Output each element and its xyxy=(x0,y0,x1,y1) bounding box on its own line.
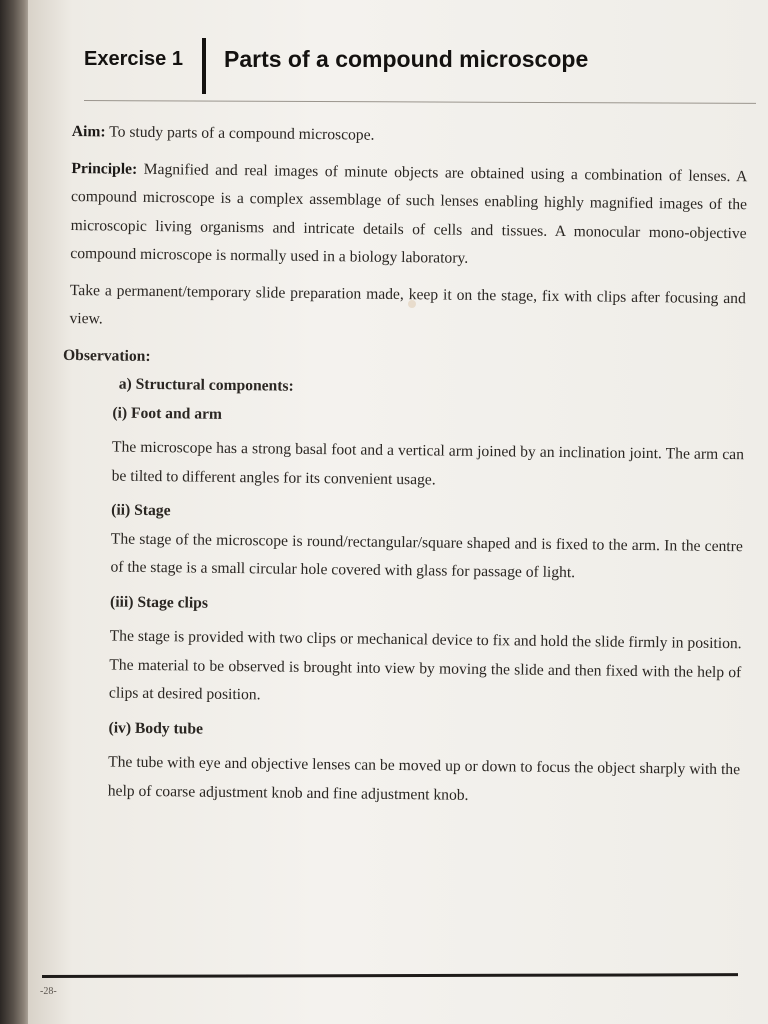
book-binding-shadow xyxy=(0,0,30,1024)
observation-label: Observation: xyxy=(63,346,151,365)
exercise-label: Exercise 1 xyxy=(84,48,183,70)
principle-paragraph xyxy=(70,154,747,276)
principle-label: Principle: xyxy=(71,159,138,178)
section-text: The stage of the microscope is round/rectangular/square shaped and is fixed to the arm. In the centre of the stage is a small circular hole covered with glass for passage of light. xyxy=(110,530,743,582)
section-stage-clips xyxy=(109,588,742,716)
exercise-title: Parts of a compound microscope xyxy=(224,46,589,72)
footer-rule xyxy=(42,973,738,978)
procedure-paragraph: Take a permanent/temporary slide preparation made, keep it on the stage, fix with clips after focusing and view. xyxy=(69,281,746,328)
section-text: The microscope has a strong basal foot and a vertical arm joined by an inclination joint. The arm can be tilted to different angles for its convenient usage. xyxy=(111,438,745,488)
aim-label: Aim: xyxy=(71,122,106,141)
section-text: The tube with eye and objective lenses can be moved up or down to focus the object sharply with the help of coarse adjustment knob and fine adjustment knob. xyxy=(107,753,741,804)
aim-paragraph xyxy=(72,118,748,155)
section-heading: (iii) Stage clips xyxy=(109,593,209,612)
section-heading: (iv) Body tube xyxy=(108,718,204,738)
header-rule xyxy=(84,100,756,104)
section-foot-and-arm xyxy=(111,399,744,498)
section-body-tube xyxy=(108,714,741,813)
section-heading: (ii) Stage xyxy=(111,501,171,520)
section-heading: (i) Foot and arm xyxy=(112,404,223,423)
header-divider-bar xyxy=(202,38,206,94)
page-number: -28- xyxy=(40,986,57,997)
structural-components-heading: a) Structural components: xyxy=(118,375,294,395)
exercise-content xyxy=(64,118,748,813)
section-text: The stage is provided with two clips or mechanical device to fix and hold the slide firmly in position. The material to be observed is brought into view by moving the slide and then fixed with the help of clips at desired position. xyxy=(108,627,742,704)
section-stage xyxy=(110,497,743,590)
aim-text: To study parts of a compound microscope. xyxy=(109,123,375,144)
principle-text: Magnified and real images of minute objects are obtained using a combination of lenses. A compound microscope is a complex assemblage of such lenses enabling highly magnified images of the microscopic living organisms and intricate details of cells and tissues. A monocular mono-objective compound microscope is normally used in a biology laboratory. xyxy=(70,160,748,267)
textbook-page xyxy=(28,0,768,1024)
